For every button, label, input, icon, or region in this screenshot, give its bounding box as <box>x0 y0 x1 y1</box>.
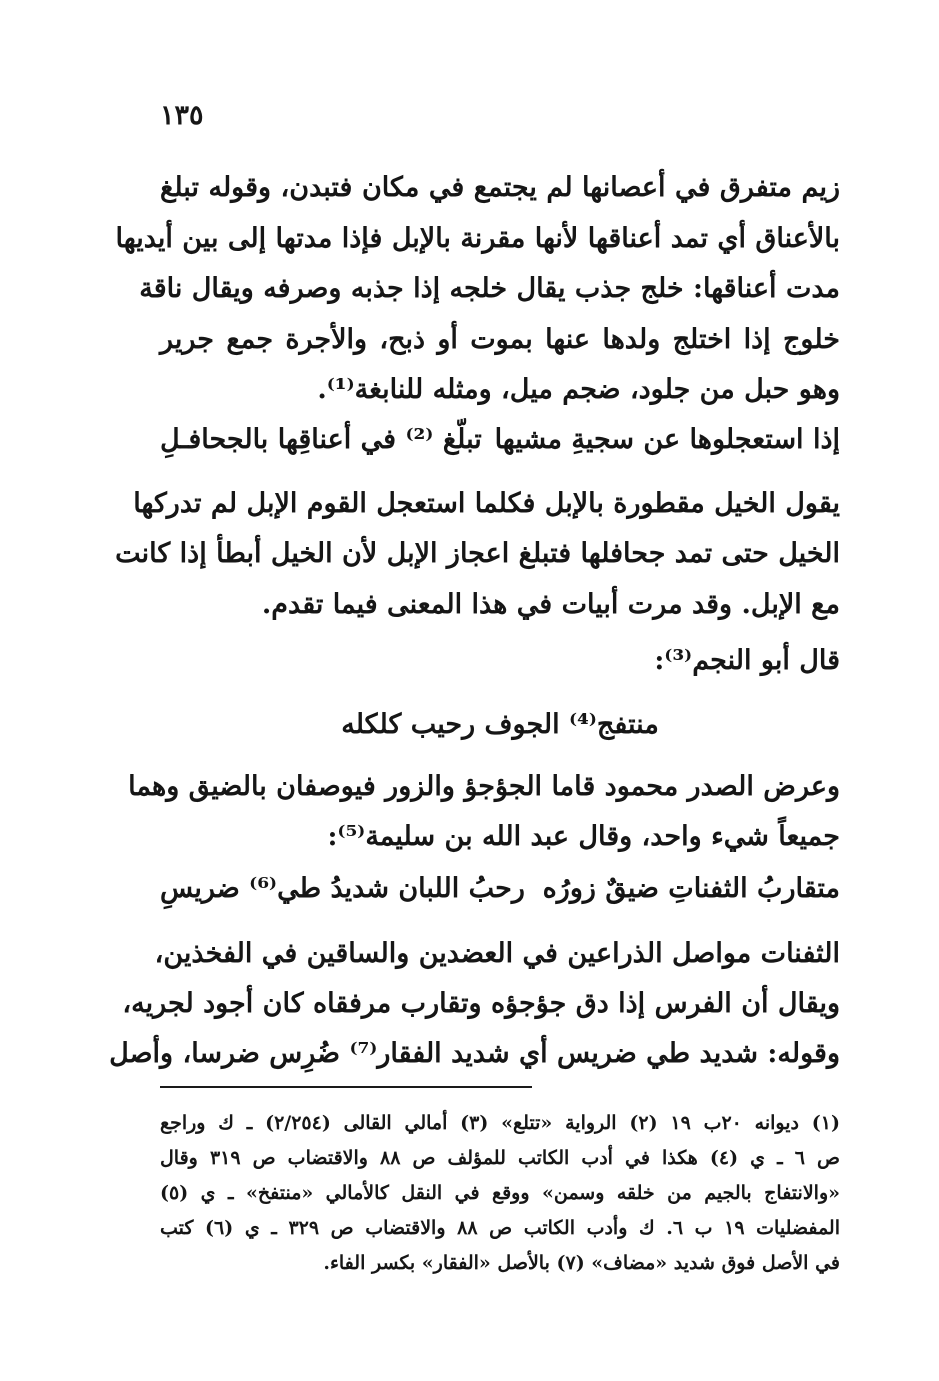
body-line: وقوله: شديد طي ضريس أي شديد الفقار⁽⁷⁾ ضُرِس ضرسا، وأصل <box>109 1038 840 1069</box>
body-line: جميعاً شيء واحد، وقال عبد الله بن سليمة⁽⁵⁾: <box>327 821 840 852</box>
footnote-line: المفضليات ١٩ ب ٦. ك وأدب الكاتب ص ٨٨ والاقتضاب ص ٣٢٩ ـ ي (٦) كتب <box>160 1217 840 1239</box>
verse-line <box>160 420 840 460</box>
verse-line-centered: منتفج⁽⁴⁾ الجوف رحيب كلكله <box>341 709 659 740</box>
body-line: زيم متفرق في أعصانها لم يجتمع في مكان فتبدن، وقوله تبلغ <box>160 172 840 203</box>
quote-intro: قال أبو النجم⁽³⁾: <box>654 645 840 676</box>
footnote-line: (١) ديوانه ٢٠ب ١٩ (٢) الرواية «تتلع» (٣) أمالي القالى (٢/٢٥٤) ـ ك وراجع <box>160 1112 840 1134</box>
body-line: الثفنات مواصل الذراعين في العضدين والساقين في الفخذين، <box>154 938 840 969</box>
footnote-line: ص ٦ ـ ي (٤) هكذا في أدب الكاتب للمؤلف ص ٨٨ والاقتضاب ص ٣١٩ وقال <box>160 1147 840 1169</box>
body-line: خلوج إذا اختلج ولدها عنها بموت أو ذبح، والأجرة جمع جرير <box>160 324 840 355</box>
verse-hemistich-right: إذا استعجلوها عن سجيةِ مشيها <box>494 424 840 455</box>
page-number: ١٣٥ <box>160 100 204 131</box>
body-line: الخيل حتى تمد جحافلها فتبلغ اعجاز الإبل لأن الخيل أبطأ إذا كانت <box>115 538 840 569</box>
footnote-line: في الأصل فوق شديد «مضاف» (٧) بالأصل «الفقار» بكسر الفاء. <box>323 1252 840 1274</box>
body-line: مدت أعناقها: خلج جذب يقال خلجه إذا جذبه وصرفه ويقال ناقة <box>139 273 840 304</box>
footnote-divider <box>160 1086 532 1088</box>
body-line: بالأعناق أي تمد أعناقها لأنها مقرنة بالإبل فإذا مدتها إلى بين أيديها <box>115 223 840 254</box>
body-line: يقول الخيل مقطورة بالإبل فكلما استعجل القوم الإبل لم تدركها <box>133 488 840 519</box>
body-line: وهو حبل من جلود، ضجم ميل، ومثله للنابغة⁽¹⁾. <box>317 374 840 405</box>
body-line: وعرض الصدر محمود قاما الجؤجؤ والزور فيوصفان بالضيق وهما <box>128 771 840 802</box>
verse-hemistich-left: تبلّغ ⁽²⁾ في أعناقِها بالجحافـلِ <box>160 424 482 455</box>
verse-line <box>160 869 840 909</box>
verse-hemistich-right: متقاربُ الثفناتِ ضيقٌ زورُه <box>542 873 840 904</box>
verse-hemistich-left: رحبُ اللبان شديدُ طي⁽⁶⁾ ضريسِ <box>160 873 525 904</box>
body-line: مع الإبل. وقد مرت أبيات في هذا المعنى فيما تقدم. <box>261 589 840 620</box>
footnote-line: «والانتفاج بالجيم من خلقه وسمن» ووقع في النقل كالأمالي «منتفخ» ـ ي (٥) <box>160 1182 840 1204</box>
body-line: ويقال أن الفرس إذا دق جؤجؤه وتقارب مرفقاه كان أجود لجريه، <box>122 988 840 1019</box>
